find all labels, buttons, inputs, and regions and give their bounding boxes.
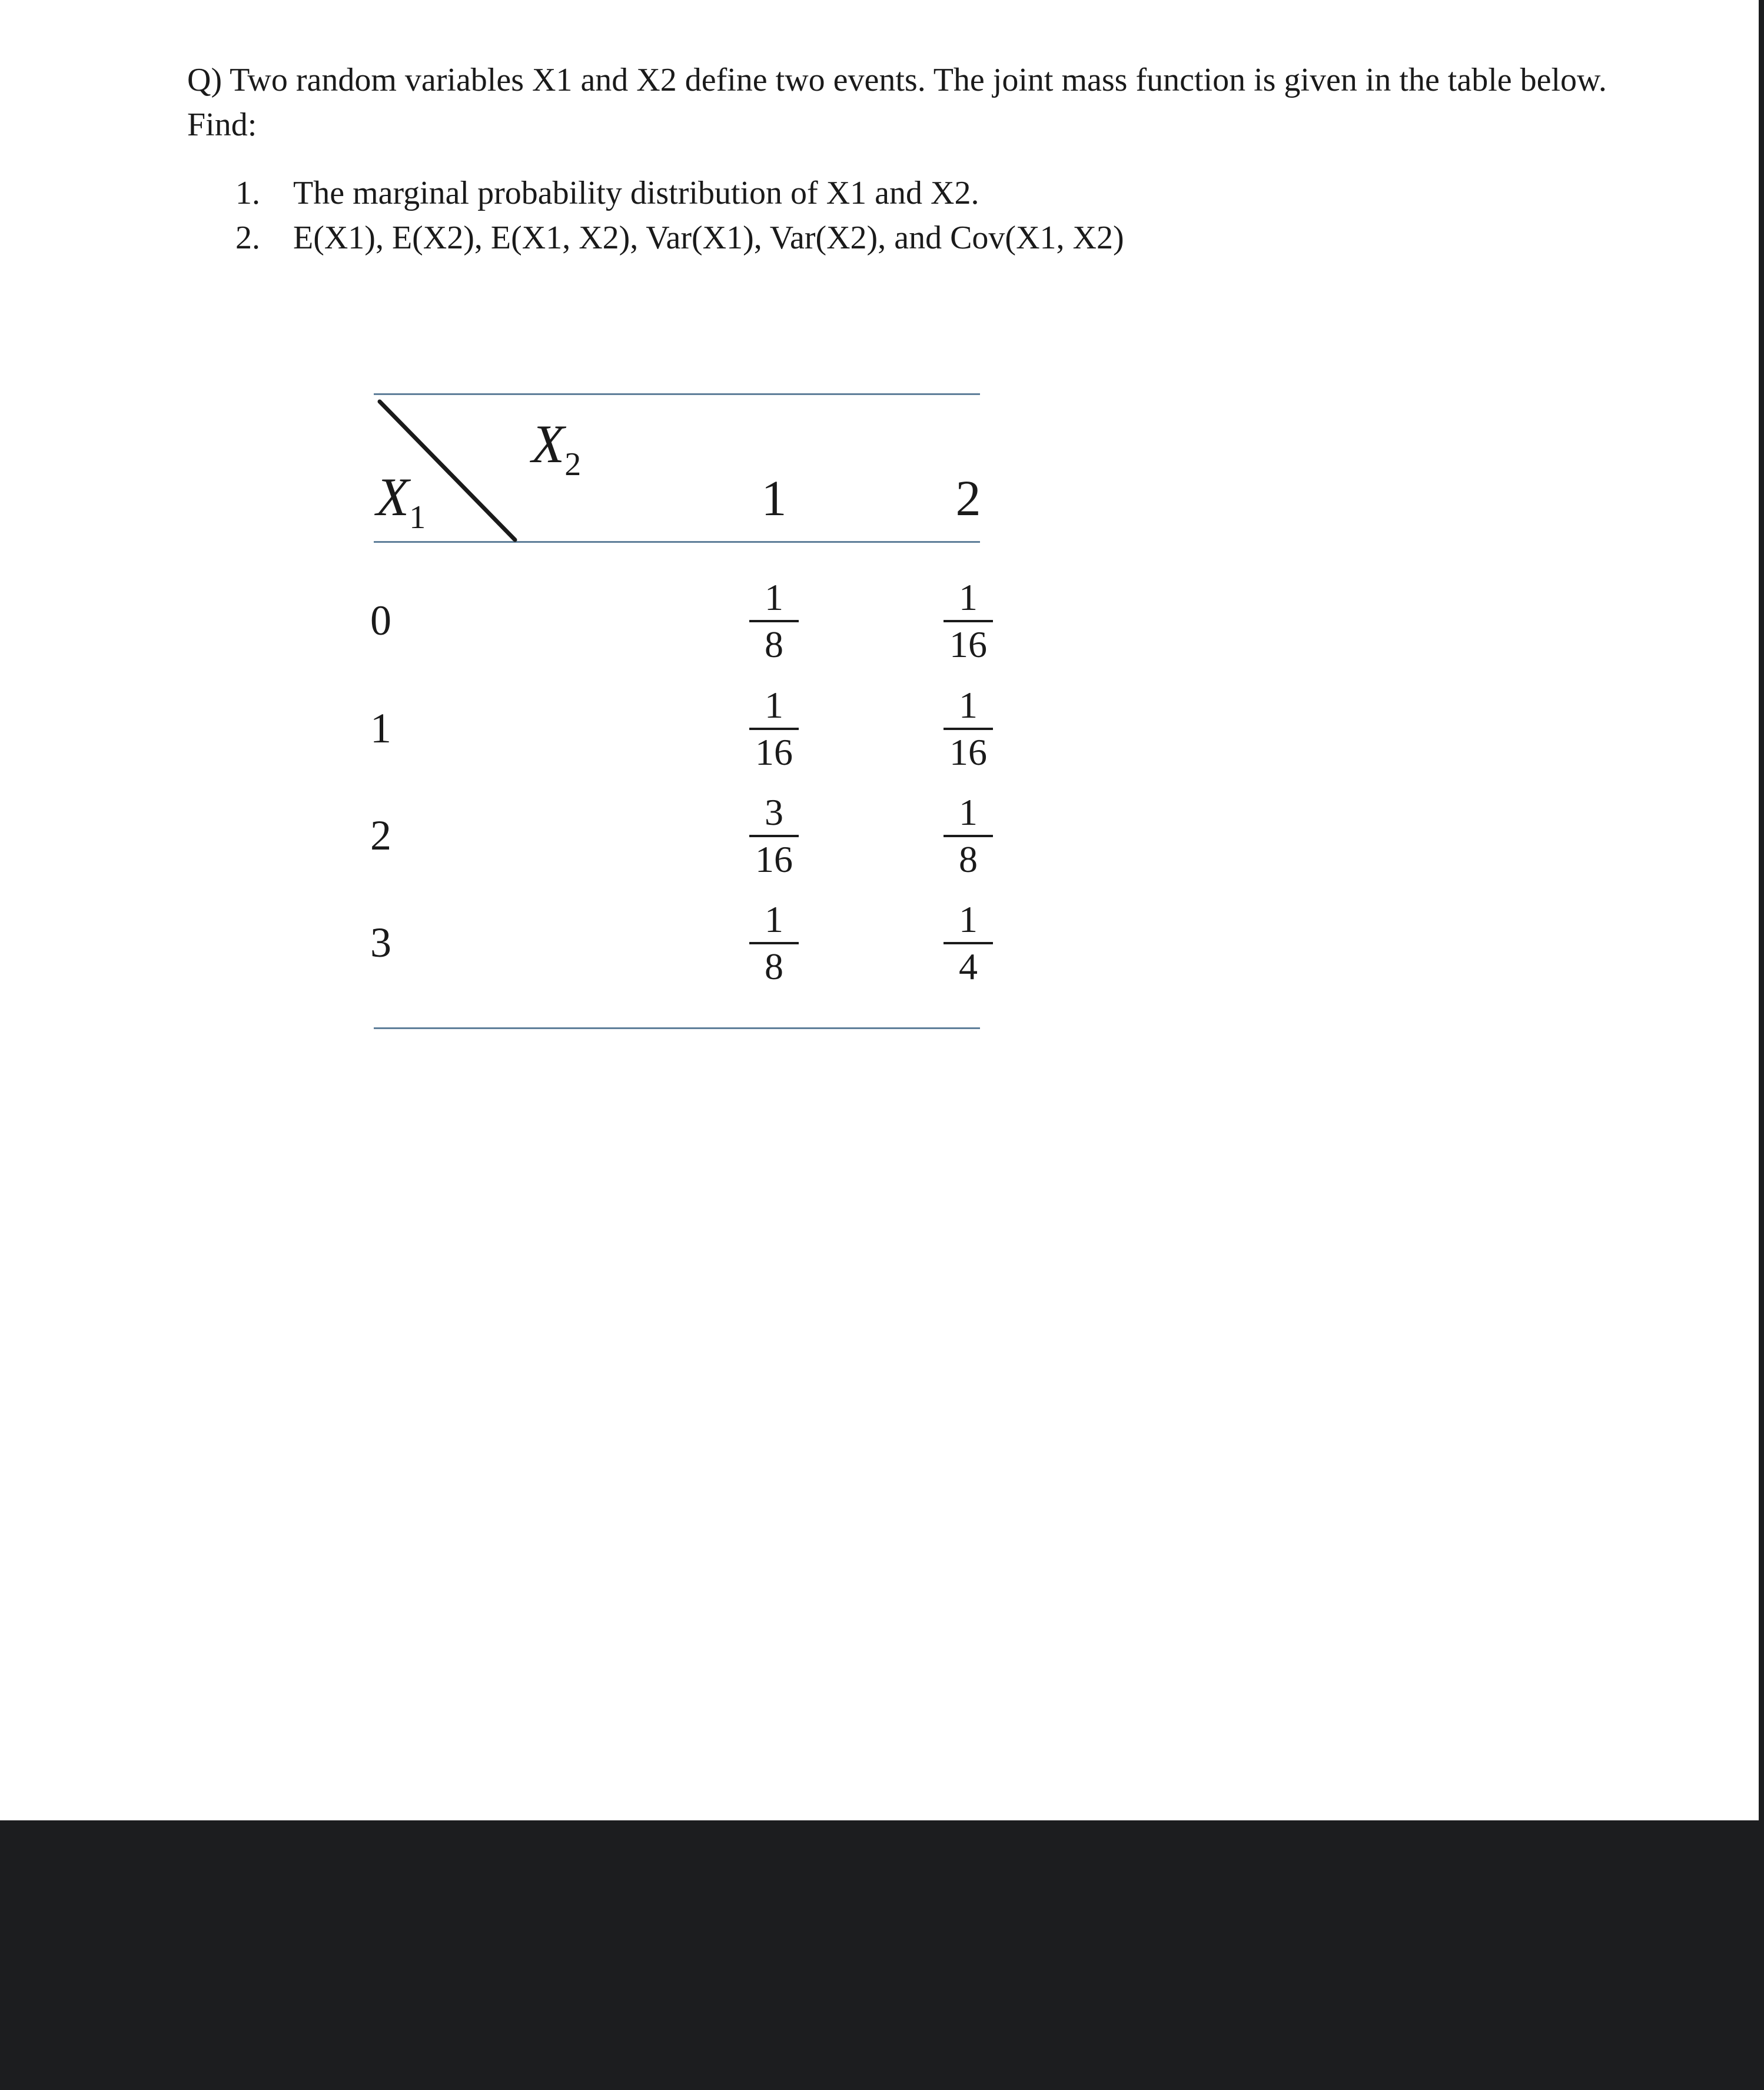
probability-cell bbox=[739, 898, 809, 987]
probability-cell bbox=[739, 791, 809, 880]
table-bottom-rule bbox=[374, 1027, 980, 1029]
fraction-denominator: 8 bbox=[959, 838, 978, 880]
fraction-bar bbox=[749, 728, 799, 730]
row-label: 3 bbox=[370, 919, 391, 966]
task-list bbox=[235, 171, 1124, 260]
fraction-bar bbox=[749, 942, 799, 944]
question-text: Q) Two random variables X1 and X2 define two events. The joint mass function is given in the table below. Find: bbox=[187, 62, 1607, 143]
row-label: 2 bbox=[370, 812, 391, 859]
fraction-numerator: 3 bbox=[765, 791, 783, 833]
probability-cell bbox=[739, 576, 809, 665]
row-label: 0 bbox=[370, 597, 391, 644]
row-variable-label bbox=[376, 467, 426, 536]
fraction-numerator: 1 bbox=[765, 684, 783, 726]
task-item bbox=[235, 171, 1124, 215]
fraction-denominator: 8 bbox=[765, 623, 783, 665]
fraction-numerator: 1 bbox=[765, 576, 783, 618]
fraction-denominator: 16 bbox=[755, 731, 793, 773]
probability-cell bbox=[933, 576, 1004, 665]
fraction-bar bbox=[944, 728, 993, 730]
task-number: 1. bbox=[235, 175, 260, 211]
task-item bbox=[235, 215, 1124, 260]
fraction-bar bbox=[944, 835, 993, 837]
fraction-numerator: 1 bbox=[959, 791, 978, 833]
joint-pmf-table bbox=[370, 393, 987, 1034]
probability-cell bbox=[739, 686, 809, 771]
fraction-bar bbox=[749, 835, 799, 837]
row-variable-name: X bbox=[376, 467, 410, 527]
table-top-rule bbox=[374, 393, 980, 395]
row-variable-subscript: 1 bbox=[409, 499, 426, 536]
fraction-denominator: 16 bbox=[949, 731, 987, 773]
row-label: 1 bbox=[370, 705, 391, 752]
fraction-bar bbox=[944, 620, 993, 622]
column-header-1: 1 bbox=[761, 470, 787, 526]
fraction-denominator: 16 bbox=[949, 623, 987, 665]
fraction-numerator: 1 bbox=[959, 576, 978, 618]
col-variable-label bbox=[531, 414, 582, 483]
fraction-bar bbox=[749, 620, 799, 622]
fraction-numerator: 1 bbox=[959, 898, 978, 940]
col-variable-name: X bbox=[531, 414, 565, 474]
task-text: The marginal probability distribution of X1 and X2. bbox=[293, 175, 979, 211]
fraction-bar bbox=[944, 942, 993, 944]
task-number: 2. bbox=[235, 220, 260, 256]
fraction-denominator: 8 bbox=[765, 946, 783, 987]
fraction-numerator: 1 bbox=[959, 684, 978, 726]
fraction-denominator: 16 bbox=[755, 838, 793, 880]
fraction-denominator: 4 bbox=[959, 946, 978, 987]
probability-cell bbox=[933, 791, 1004, 880]
column-header-2: 2 bbox=[955, 470, 981, 526]
probability-cell bbox=[933, 686, 1004, 771]
col-variable-subscript: 2 bbox=[564, 446, 582, 483]
task-text: E(X1), E(X2), E(X1, X2), Var(X1), Var(X2), and Cov(X1, X2) bbox=[293, 220, 1124, 256]
probability-cell bbox=[933, 898, 1004, 987]
fraction-numerator: 1 bbox=[765, 898, 783, 940]
